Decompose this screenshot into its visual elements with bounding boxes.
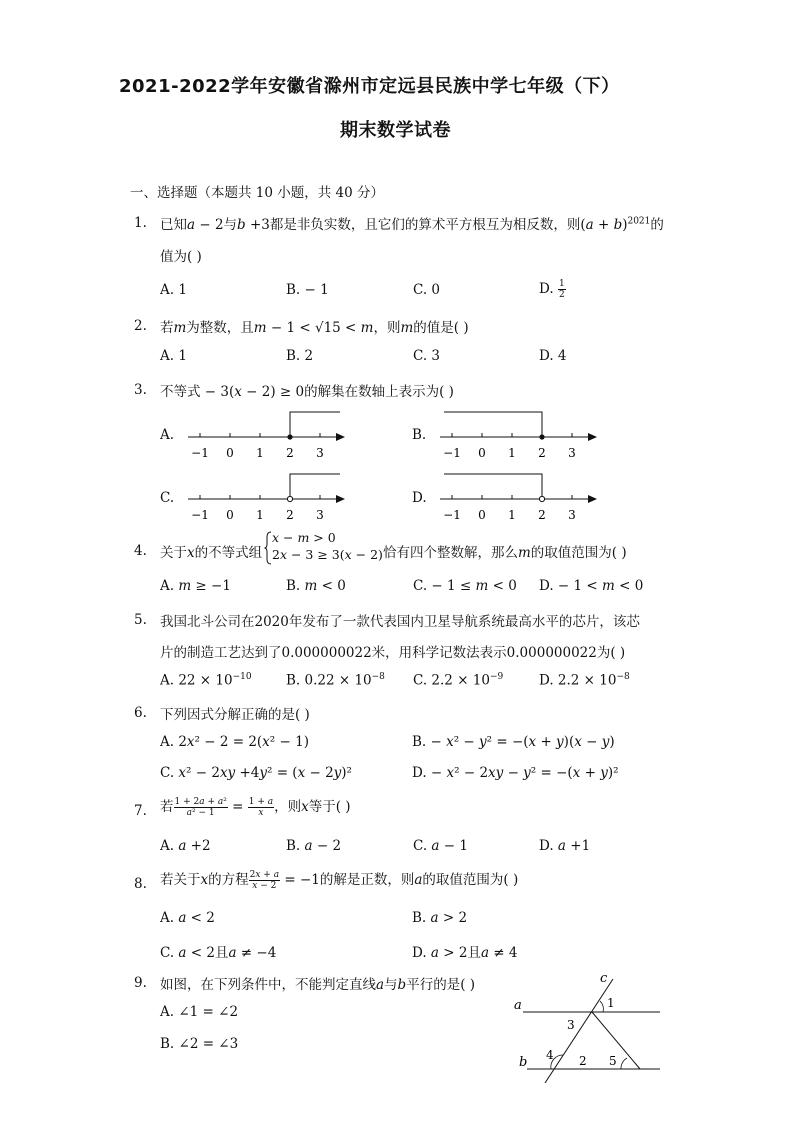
q7-option-b: B. 𝑎 − 2 [286, 838, 342, 854]
angle-label-1: 1 [607, 996, 615, 1010]
q7-stem-pre: 若 [160, 799, 174, 815]
q4-stem-post: 恰有四个整数解，那么𝑚的取值范围为( ) [383, 545, 627, 561]
number-line-tick-label: −1 [191, 446, 209, 460]
q9-option-a: A. ∠1 = ∠2 [160, 1004, 239, 1020]
q8-fraction [249, 870, 280, 891]
q5-option-a [160, 672, 252, 689]
number-line-tick-label: 0 [478, 446, 486, 460]
q5-option-c-exponent: −9 [489, 672, 504, 682]
fraction-denominator: 𝑥 [258, 808, 264, 818]
open-point [539, 496, 544, 501]
q4-system-line1: 𝑥 − 𝑚 > 0 [272, 530, 336, 545]
q8-option-a: A. 𝑎 < 2 [160, 910, 215, 926]
angle-arc-5 [621, 1058, 627, 1069]
q1-option-c: C. 0 [413, 282, 441, 298]
q7-equals: = [227, 799, 248, 815]
number-line-a [188, 412, 345, 460]
angle-label-5: 5 [609, 1054, 617, 1068]
q9-stem: 如图，在下列条件中，不能判定直线𝑎与𝑏平行的是( ) [160, 977, 476, 993]
q2-option-c: C. 3 [413, 348, 441, 364]
q2-option-d: D. 4 [539, 348, 567, 364]
fraction-numerator: 1 + 2𝑎 + 𝑎² [174, 797, 227, 807]
q4-option-c: C. − 1 ≤ 𝑚 < 0 [413, 578, 517, 594]
q8-stem-pre: 若关于𝑥的方程 [160, 872, 249, 888]
fraction-denominator: 2 [558, 290, 565, 300]
q5-stem-line2: 片的制造工艺达到了0.000000022米，用科学记数法表示0.000000022为( ) [160, 645, 626, 661]
number-line-d [440, 474, 597, 522]
number-line-b [440, 412, 597, 460]
number-line-arrow [588, 495, 597, 503]
label-b: b [519, 1055, 528, 1070]
q8-number: 8. [134, 876, 147, 892]
number-line-arrow [336, 433, 345, 441]
q1-number: 1. [134, 215, 147, 231]
q8-option-d: D. 𝑎 > 2且𝑎 ≠ 4 [412, 945, 518, 961]
number-line-tick-label: 1 [256, 508, 264, 522]
q2-stem: 若𝑚为整数，且𝑚 − 1 < √15 < 𝑚，则𝑚的值是( ) [160, 320, 469, 336]
q8-option-c: C. 𝑎 < 2且𝑎 ≠ −4 [160, 945, 277, 961]
number-line-arrow [336, 495, 345, 503]
q5-option-a-text: A. 22 × 10 [160, 672, 233, 689]
number-line-tick-label: −1 [443, 446, 461, 460]
q3-label-c: C. [160, 490, 175, 506]
q1-stem-end: 的 [650, 217, 664, 233]
q1-option-d-label: D. [539, 281, 554, 297]
page-title-line2: 期末数学试卷 [340, 120, 451, 141]
q4-option-a: A. 𝑚 ≥ −1 [160, 578, 231, 594]
q8-stem-post: = −1的解是正数，则𝑎的取值范围为( ) [280, 872, 519, 888]
fraction-denominator: 𝑥 − 2 [252, 881, 277, 891]
q3-label-b: B. [412, 427, 427, 443]
solution-bracket [444, 474, 542, 499]
q7-fraction-right [248, 797, 274, 818]
open-point [287, 496, 292, 501]
q3-label-d: D. [412, 490, 427, 506]
q1-stem-line2: 值为( ) [160, 249, 202, 265]
number-line-tick-label: 3 [568, 508, 576, 522]
q4-option-d: D. − 1 < 𝑚 < 0 [539, 578, 644, 594]
number-line-tick-label: 0 [226, 446, 234, 460]
q5-option-c-text: C. 2.2 × 10 [413, 672, 490, 689]
q5-number: 5. [134, 612, 147, 628]
q1-stem-text: 已知𝑎 − 2与𝑏 +3都是非负实数，且它们的算术平方根互为相反数，则(𝑎 + 𝑏) [160, 217, 628, 233]
q5-option-b-text: B. 0.22 × 10 [286, 672, 372, 689]
fraction-denominator: 𝑎² − 1 [186, 808, 215, 818]
number-line-arrow [588, 433, 597, 441]
q4-number: 4. [134, 543, 147, 559]
closed-point [287, 434, 292, 439]
q6-number: 6. [134, 705, 147, 721]
fraction-numerator: 2𝑥 + 𝑎 [249, 870, 280, 880]
q5-option-d-text: D. 2.2 × 10 [539, 672, 617, 689]
fraction-numerator: 1 [558, 279, 565, 289]
q6-option-c: C. 𝑥² − 2𝑥𝑦 +4𝑦² = (𝑥 − 2𝑦)² [160, 765, 352, 781]
q1-option-b: B. − 1 [286, 282, 329, 298]
page-title-line1: 2021-2022学年安徽省滁州市定远县民族中学七年级（下） [119, 76, 620, 97]
number-line-tick-label: 0 [478, 508, 486, 522]
q2-option-a: A. 1 [160, 348, 187, 364]
q7-option-c: C. 𝑎 − 1 [413, 838, 468, 854]
number-line-tick-label: 2 [286, 508, 294, 522]
q9-option-b: B. ∠2 = ∠3 [160, 1036, 239, 1052]
solution-bracket [444, 412, 542, 437]
number-line-tick-label: 1 [256, 446, 264, 460]
q5-option-d-exponent: −8 [616, 672, 630, 682]
q7-stem-post: ，则𝑥等于( ) [274, 799, 351, 815]
q9-number: 9. [134, 975, 147, 991]
label-a: a [514, 998, 522, 1013]
number-line-tick-label: 3 [568, 446, 576, 460]
q2-number: 2. [134, 318, 147, 334]
q7-fraction-left [174, 797, 228, 818]
number-line-tick-label: 2 [286, 446, 294, 460]
q7-option-d: D. 𝑎 +1 [539, 838, 591, 854]
q6-option-b: B. − 𝑥² − 𝑦² = −(𝑥 + 𝑦)(𝑥 − 𝑦) [412, 734, 615, 750]
q3-label-a: A. [160, 427, 175, 443]
q2-option-b: B. 2 [286, 348, 314, 364]
q7-number: 7. [134, 803, 147, 819]
fraction-numerator: 1 + 𝑎 [248, 797, 274, 807]
number-line-tick-label: 1 [508, 446, 516, 460]
q5-option-d [539, 672, 630, 689]
q7-stem [160, 795, 351, 818]
number-line-tick-label: 2 [538, 446, 546, 460]
q9-parallel-lines-figure [505, 965, 670, 1083]
solution-bracket [290, 412, 340, 437]
q6-option-d: D. − 𝑥² − 2𝑥𝑦 − 𝑦² = −(𝑥 + 𝑦)² [412, 765, 619, 781]
q5-option-c [413, 672, 503, 689]
q5-option-b [286, 672, 385, 689]
q4-system-line2: 2𝑥 − 3 ≥ 3(𝑥 − 2) [272, 547, 383, 562]
section-heading: 一、选择题（本题共 10 小题，共 40 分） [130, 185, 385, 201]
q8-option-b: B. 𝑎 > 2 [412, 910, 468, 926]
q5-option-a-exponent: −10 [232, 672, 252, 682]
q3-stem: 不等式 − 3(𝑥 − 2) ≥ 0的解集在数轴上表示为( ) [160, 384, 454, 400]
q7-option-a: A. 𝑎 +2 [160, 838, 211, 854]
angle-label-2: 2 [579, 1054, 587, 1068]
closed-point [539, 434, 544, 439]
q4-option-b: B. 𝑚 < 0 [286, 578, 346, 594]
angle-label-4: 4 [546, 1048, 554, 1062]
q5-option-b-exponent: −8 [371, 672, 385, 682]
q3-number-lines [0, 0, 794, 540]
q6-option-a: A. 2𝑥² − 2 = 2(𝑥² − 1) [160, 734, 309, 750]
angle-label-3: 3 [567, 1018, 575, 1032]
solution-bracket [290, 474, 340, 499]
q1-option-a: A. 1 [160, 282, 187, 298]
number-line-tick-label: −1 [443, 508, 461, 522]
number-line-tick-label: 3 [316, 508, 324, 522]
number-line-tick-label: 2 [538, 508, 546, 522]
number-line-c [188, 474, 345, 522]
q3-number: 3. [134, 382, 147, 398]
angle-arc-1 [600, 1001, 603, 1012]
q5-stem-line1: 我国北斗公司在2020年发布了一款代表国内卫星导航系统最高水平的芯片，该芯 [160, 614, 640, 630]
q8-stem [160, 868, 518, 891]
number-line-tick-label: 3 [316, 446, 324, 460]
label-c: c [600, 971, 608, 986]
number-line-tick-label: −1 [191, 508, 209, 522]
q6-stem: 下列因式分解正确的是( ) [160, 707, 310, 723]
q1-exponent: 2021 [627, 216, 651, 227]
number-line-tick-label: 0 [226, 508, 234, 522]
q4-stem-pre: 关于𝑥的不等式组 [160, 545, 263, 561]
number-line-tick-label: 1 [508, 508, 516, 522]
q4-brace [264, 531, 272, 565]
